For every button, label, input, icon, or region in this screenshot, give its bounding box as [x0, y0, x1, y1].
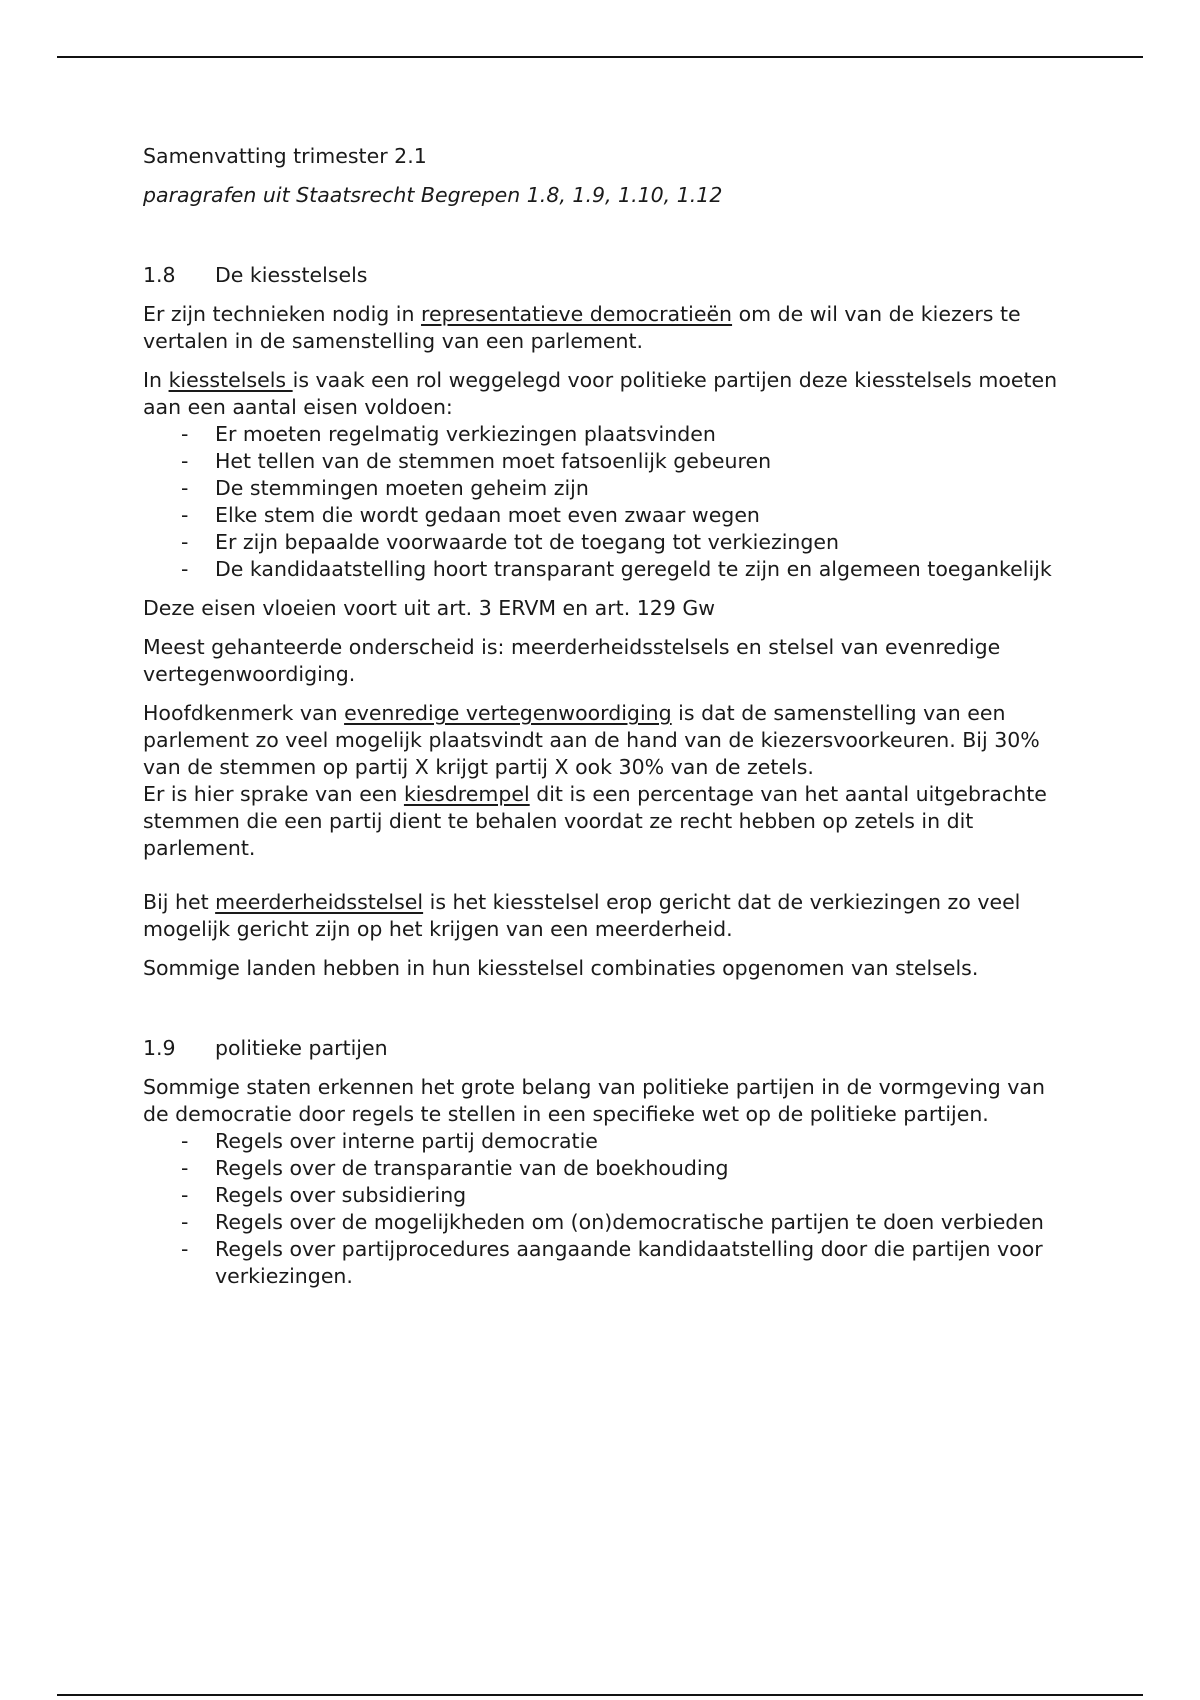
list-item: - Regels over interne partij democratie	[143, 1128, 1063, 1155]
paragraph-techniques: Er zijn technieken nodig in representatieve democratieën om de wil van de kiezers te vertalen in de samenstelling van een parlement.	[143, 302, 1021, 353]
footer-rule	[57, 1694, 1143, 1696]
list-item: - Er zijn bepaalde voorwaarde tot de toegang tot verkiezingen	[143, 529, 1063, 556]
party-rules-list	[143, 1128, 1063, 1290]
document-body	[143, 143, 1063, 1290]
list-item: - De stemmingen moeten geheim zijn	[143, 475, 1063, 502]
list-item: - Regels over partijprocedures aangaande kandidaatstelling door die partijen voor verkiezingen.	[143, 1236, 1063, 1290]
paragraph-majority: Bij het meerderheidsstelsel is het kiesstelsel erop gericht dat de verkiezingen zo veel mogelijk gericht zijn op het krijgen van een meerderheid.	[143, 890, 1021, 941]
paragraph-threshold: Er is hier sprake van een kiesdrempel dit is een percentage van het aantal uitgebrachte stemmen die een partij dient te behalen voordat ze recht hebben op zetels in dit parlement.	[143, 782, 1047, 860]
document-subtitle: paragrafen uit Staatsrecht Begrepen 1.8, 1.9, 1.10, 1.12	[143, 183, 723, 207]
list-item: - Elke stem die wordt gedaan moet even zwaar wegen	[143, 502, 1063, 529]
paragraph-legal-basis: Deze eisen vloeien voort uit art. 3 ERVM en art. 129 Gw	[143, 596, 716, 620]
term-kiesstelsels: kiesstelsels	[168, 368, 293, 392]
section-title: politieke partijen	[215, 1036, 388, 1060]
term-meerderheidsstelsel: meerderheidsstelsel	[215, 890, 424, 914]
document-title: Samenvatting trimester 2.1	[143, 144, 427, 168]
paragraph-proportional: Hoofdkenmerk van evenredige vertegenwoordiging is dat de samenstelling van een parlement zo veel mogelijk plaatsvindt aan de hand van de kiezersvoorkeuren. Bij 30% van de stemmen op partij X krijgt partij X ook 30% van de zetels.	[143, 701, 1040, 779]
list-item: - De kandidaatstelling hoort transparant geregeld te zijn en algemeen toegankelijk	[143, 556, 1063, 583]
paragraph-combinations: Sommige landen hebben in hun kiesstelsel combinaties opgenomen van stelsels.	[143, 956, 979, 980]
paragraph-distinction: Meest gehanteerde onderscheid is: meerderheidsstelsels en stelsel van evenredige vertegenwoordiging.	[143, 635, 1001, 686]
list-item: - Regels over subsidiering	[143, 1182, 1063, 1209]
list-item: - Regels over de transparantie van de boekhouding	[143, 1155, 1063, 1182]
list-item: - Regels over de mogelijkheden om (on)democratische partijen te doen verbieden	[143, 1209, 1063, 1236]
paragraph-party-law: Sommige staten erkennen het grote belang van politieke partijen in de vormgeving van de democratie door regels te stellen in een specifieke wet op de politieke partijen.	[143, 1075, 1045, 1126]
section-title: De kiesstelsels	[215, 263, 368, 287]
section-number: 1.8	[143, 263, 176, 287]
header-rule	[57, 56, 1143, 58]
paragraph-kiesstelsels: In kiesstelsels is vaak een rol weggelegd voor politieke partijen deze kiesstelsels moeten aan een aantal eisen voldoen:	[143, 368, 1058, 419]
term-kiesdrempel: kiesdrempel	[403, 782, 530, 806]
section-heading-1-8	[143, 262, 1063, 289]
section-number: 1.9	[143, 1036, 176, 1060]
term-evenredige-vertegenwoordiging: evenredige vertegenwoordiging	[344, 701, 672, 725]
list-item: - Het tellen van de stemmen moet fatsoenlijk gebeuren	[143, 448, 1063, 475]
term-representatieve-democratieen: representatieve democratieën	[421, 302, 733, 326]
requirements-list	[143, 421, 1063, 583]
section-heading-1-9	[143, 1035, 1063, 1062]
list-item: - Er moeten regelmatig verkiezingen plaatsvinden	[143, 421, 1063, 448]
